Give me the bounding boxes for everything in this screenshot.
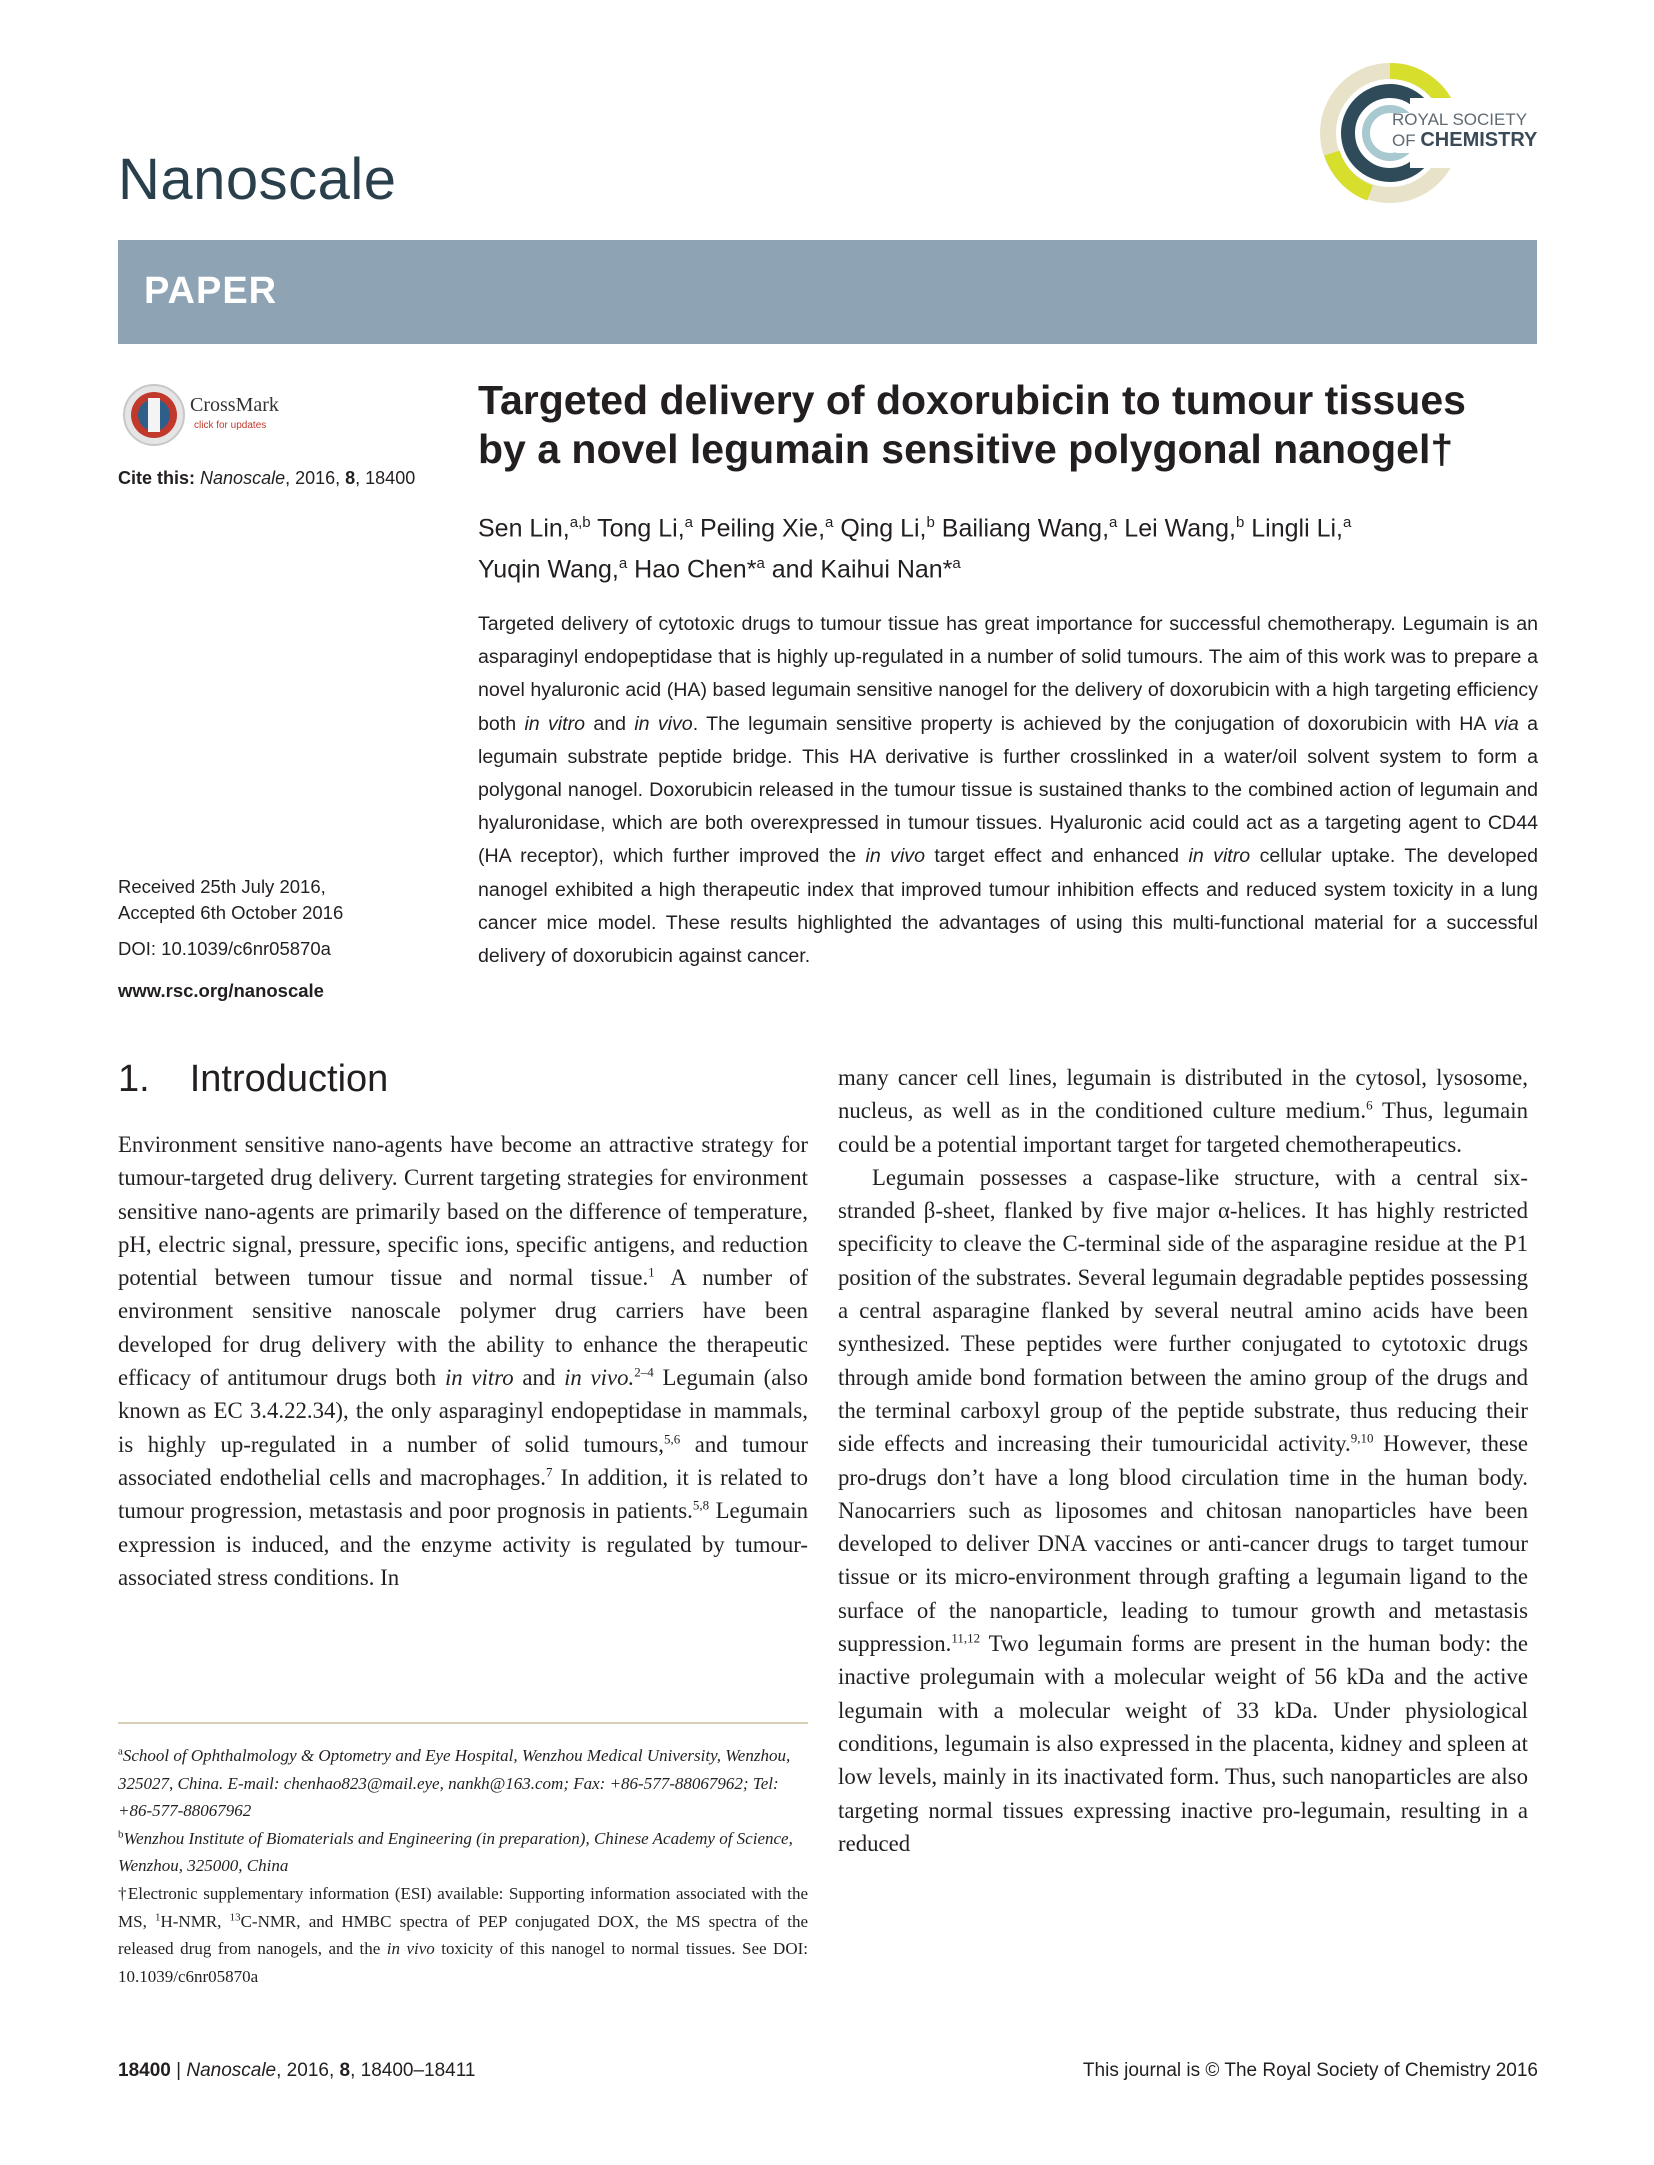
body-text: A number of environment sensitive nanoscale polymer drug carriers have been developed for drug delivery with the ability to enhance the therapeutic efficacy of antitumour drugs both bbox=[118, 1265, 808, 1391]
received-date: Received 25th July 2016, bbox=[118, 876, 326, 897]
esi-italic: in vivo bbox=[386, 1939, 435, 1959]
body-italic: in vivo. bbox=[564, 1365, 635, 1391]
body-text: and tumour associated endothelial cells and macrophages. bbox=[118, 1431, 809, 1490]
author: Hao Chen* bbox=[627, 555, 757, 584]
affiliation-mark: a bbox=[825, 514, 834, 531]
footnote-mark: a bbox=[118, 1745, 123, 1758]
author: Lei Wang, bbox=[1117, 514, 1236, 543]
doi[interactable]: DOI: 10.1039/c6nr05870a bbox=[118, 938, 331, 959]
footer-journal: Nanoscale bbox=[186, 2060, 277, 2081]
section-title: Introduction bbox=[189, 1058, 389, 1100]
reference-mark[interactable]: 6 bbox=[1366, 1097, 1373, 1113]
esi-sup: 13 bbox=[229, 1910, 241, 1923]
author-list bbox=[478, 505, 1548, 588]
abstract-text: Targeted delivery of cytotoxic drugs to tumour tissue has great importance for successful chemotherapy. Legumain is an asparaginyl endopeptidase that is highly up-regulated in a number of solid tumours. The aim of this work was to prepare a novel hyaluronic acid (HA) based legumain sensitive nanogel for the delivery of doxorubicin with a high targeting efficiency both bbox=[478, 613, 1538, 735]
author: Sen Lin, bbox=[478, 514, 570, 543]
author: Qing Li, bbox=[833, 514, 927, 543]
article-title bbox=[478, 376, 1548, 474]
body-text: In addition, it is related to tumour progression, metastasis and poor prognosis in patients. bbox=[118, 1464, 808, 1524]
author: Peiling Xie, bbox=[693, 514, 826, 543]
page-number: 18400 bbox=[118, 2060, 171, 2081]
journal-url-link[interactable]: www.rsc.org/nanoscale bbox=[118, 980, 324, 1001]
body-text: Two legumain forms are present in the human body: the inactive prolegumain with a molecular weight of 56 kDa and the active legumain with a molecular weight of 33 kDa. Under physiological conditions, legumain is also expressed in the placenta, kidney and spleen at low levels, mainly in its inactivated form. Thus, such nanoparticles are also targeting normal tissues expressing inactive pro-legumain, resulting in a reduced bbox=[838, 1631, 1528, 1856]
rsc-logo-of: OF bbox=[1392, 131, 1416, 150]
abstract-text: . The legumain sensitive property is achieved by the conjugation of doxorubicin with HA bbox=[692, 712, 1494, 735]
footer-pages: , 18400–18411 bbox=[350, 2060, 476, 2081]
esi-note bbox=[118, 1880, 808, 1990]
abstract-italic: in vitro bbox=[1188, 845, 1251, 868]
author: Lingli Li, bbox=[1244, 514, 1343, 543]
affiliation-mark: b bbox=[1235, 514, 1245, 531]
body-column-right bbox=[838, 1061, 1528, 1860]
rsc-logo-text bbox=[1392, 110, 1537, 151]
affiliation-mark: b bbox=[926, 514, 935, 531]
reference-mark[interactable]: 5,8 bbox=[692, 1497, 710, 1513]
title-line-2: by a novel legumain sensitive polygonal nanogel† bbox=[478, 426, 1454, 472]
author: Tong Li, bbox=[590, 514, 685, 543]
footer-separator: | bbox=[170, 2060, 187, 2081]
footnote-mark: b bbox=[118, 1828, 124, 1841]
affiliation-a bbox=[118, 1742, 808, 1825]
section-heading bbox=[118, 1058, 388, 1101]
page-footer-left bbox=[118, 2060, 475, 2082]
affiliation-mark: a,b bbox=[569, 514, 591, 531]
abstract-italic: in vitro bbox=[524, 712, 586, 735]
abstract-text: a legumain substrate peptide bridge. This HA derivative is further crosslinked in a water/oil solvent system to form a polygonal nanogel. Doxorubicin released in the tumour tissue is sustained thanks to the combined action of legumain and hyaluronidase, which are both overexpressed in tumour tissues. Hyaluronic acid could act as a targeting agent to CD44 (HA receptor), which further improved the bbox=[478, 712, 1538, 868]
body-text: many cancer cell lines, legumain is distributed in the cytosol, lysosome, nucleus, as well as in the conditioned culture medium. bbox=[838, 1065, 1528, 1124]
title-line-1: Targeted delivery of doxorubicin to tumour tissues bbox=[478, 377, 1466, 423]
paragraph bbox=[838, 1161, 1528, 1860]
reference-mark[interactable]: 5,6 bbox=[663, 1431, 681, 1447]
affiliation-mark: a bbox=[684, 514, 694, 531]
esi-sup: 1 bbox=[154, 1910, 161, 1923]
body-text: However, these pro-drugs don’t have a long blood circulation time in the human body. Nanocarriers such as liposomes and chitosan nanoparticles have been developed to deliver DNA vaccines or anti-cancer drugs to target tumour tissue or its micro-environment through grafting a legumain ligand to the surface of the nanoparticle, leading to tumour growth and metastasis suppression. bbox=[838, 1431, 1529, 1657]
crossmark-sublabel[interactable]: click for updates bbox=[194, 420, 267, 431]
cite-year: , 2016, bbox=[285, 468, 346, 488]
affiliation-b bbox=[118, 1825, 808, 1880]
cite-journal: Nanoscale bbox=[200, 468, 286, 488]
author: Yuqin Wang, bbox=[478, 555, 619, 584]
abstract-italic: via bbox=[1493, 712, 1519, 735]
reference-mark[interactable]: 7 bbox=[545, 1464, 553, 1480]
affiliation-mark: a bbox=[1342, 514, 1352, 531]
abstract-text: cellular uptake. The developed nanogel exhibited a high therapeutic index that improved tumour inhibition effects and reduced system toxicity in a lung cancer mice model. These results highlighted the advantages of using this multi-functional material for a successful delivery of doxorubicin against cancer. bbox=[478, 845, 1538, 968]
cite-page: , 18400 bbox=[355, 468, 416, 488]
abstract-text: and bbox=[585, 712, 635, 735]
paper-banner bbox=[118, 240, 1537, 344]
reference-mark[interactable]: 9,10 bbox=[1350, 1430, 1374, 1446]
paper-type-label: PAPER bbox=[144, 270, 278, 312]
esi-text: †Electronic supplementary information (ESI) available: Supporting information associated with the MS, bbox=[118, 1883, 808, 1931]
abstract-italic: in vivo bbox=[865, 845, 926, 868]
body-column-left bbox=[118, 1128, 808, 1594]
cite-label: Cite this: bbox=[118, 468, 196, 488]
author: Bailiang Wang, bbox=[934, 514, 1110, 543]
cite-this bbox=[118, 468, 415, 489]
affiliation-mark: a bbox=[952, 555, 961, 573]
footer-year: , 2016, bbox=[276, 2060, 340, 2081]
journal-title: Nanoscale bbox=[118, 147, 397, 212]
cite-volume: 8 bbox=[345, 468, 356, 488]
affiliation-text: School of Ophthalmology & Optometry and Eye Hospital, Wenzhou Medical University, Wenzhou, 325027, China. E-mail: chenhao823@mail.eye, nankh@163.com; Fax: +86-577-88067962; Tel: +86-577-88067962 bbox=[118, 1746, 791, 1821]
abstract-text: target effect and enhanced bbox=[925, 845, 1189, 868]
body-italic: in vitro bbox=[444, 1365, 514, 1391]
affiliation-mark: a bbox=[618, 555, 628, 573]
affiliation-text: Wenzhou Institute of Biomaterials and Engineering (in preparation), Chinese Academy of Science, Wenzhou, 325000, China bbox=[118, 1828, 793, 1876]
esi-text: C-NMR, and HMBC spectra of PEP conjugated DOX, the MS spectra of the released drug from nanogels, and the bbox=[118, 1911, 809, 1959]
paragraph bbox=[838, 1061, 1528, 1161]
footnotes bbox=[118, 1742, 808, 1990]
esi-text: H-NMR, bbox=[160, 1911, 230, 1931]
crossmark-label[interactable]: CrossMark bbox=[190, 394, 279, 416]
reference-mark[interactable]: 1 bbox=[648, 1264, 655, 1280]
body-text: Legumain possesses a caspase-like structure, with a central six-stranded β-sheet, flanked by five major α-helices. It has highly restricted specificity to cleave the C-terminal side of the asparagine residue at the P1 position of the substrates. Several legumain degradable peptides possessing a central asparagine flanked by several neutral amino acids have been synthesized. These peptides were further conjugated to cytotoxic drugs through amide bond formation between the amino group of the drugs and the terminal carboxyl group of the peptide substrate, thus reducing their side effects and increasing their tumouricidal activity. bbox=[838, 1164, 1528, 1457]
body-text: Legumain expression is induced, and the enzyme activity is regulated by tumour-associated stress conditions. In bbox=[118, 1498, 808, 1590]
article-dates bbox=[118, 874, 343, 926]
body-text: Thus, legumain could be a potential important target for targeted chemotherapeutics. bbox=[838, 1098, 1528, 1157]
abstract-italic: in vivo bbox=[634, 712, 693, 735]
footnote-divider bbox=[118, 1722, 808, 1724]
affiliation-mark: a bbox=[756, 555, 765, 573]
section-number: 1. bbox=[118, 1058, 150, 1100]
reference-mark[interactable]: 11,12 bbox=[951, 1630, 981, 1646]
reference-mark[interactable]: 2–4 bbox=[634, 1364, 654, 1380]
rsc-logo-chemistry: CHEMISTRY bbox=[1420, 129, 1538, 151]
body-text: Environment sensitive nano-agents have become an attractive strategy for tumour-targeted drug delivery. Current targeting strategies for environment sensitive nano-agents are primarily based on the difference of temperature, pH, electric signal, pressure, specific ions, specific antigens, and reduction potential between tumour tissue and normal tissue. bbox=[118, 1132, 808, 1291]
accepted-date: Accepted 6th October 2016 bbox=[118, 902, 344, 923]
affiliation-mark: a bbox=[1109, 514, 1118, 531]
author: and Kaihui Nan* bbox=[764, 555, 953, 584]
abstract bbox=[478, 608, 1538, 973]
rsc-logo-line2 bbox=[1392, 130, 1537, 151]
body-text: and bbox=[513, 1365, 565, 1391]
copyright-notice: This journal is © The Royal Society of Chemistry 2016 bbox=[1082, 2060, 1538, 2081]
rsc-logo-line1: ROYAL SOCIETY bbox=[1392, 110, 1528, 129]
footer-volume: 8 bbox=[339, 2060, 351, 2081]
body-text: Legumain (also known as EC 3.4.22.34), the only asparaginyl endopeptidase in mammals, is highly up-regulated in a number of solid tumours, bbox=[118, 1365, 808, 1457]
esi-text: toxicity of this nanogel to normal tissues. See DOI: 10.1039/c6nr05870a bbox=[118, 1939, 808, 1986]
